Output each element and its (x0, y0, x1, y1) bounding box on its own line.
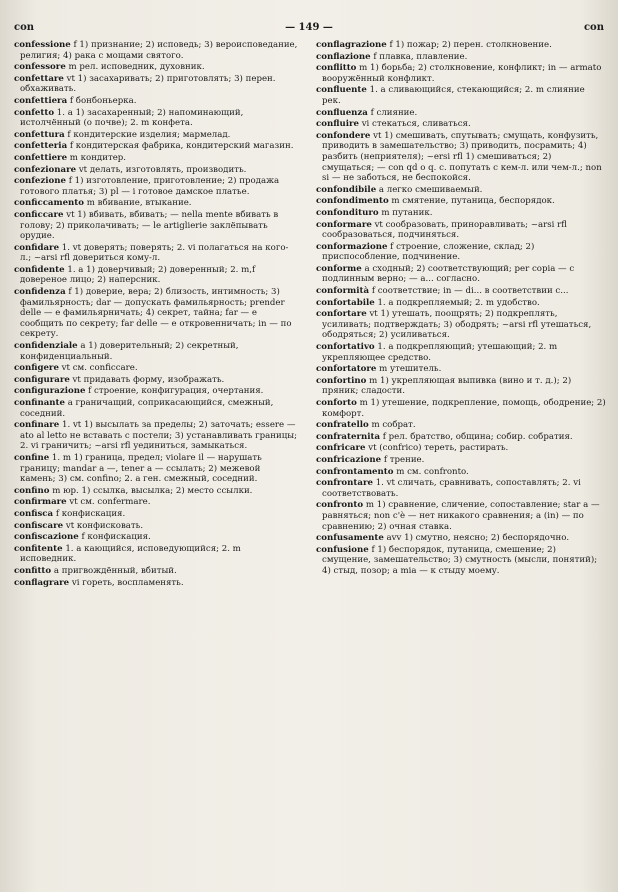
entry-definition: f 1) доверие, вера; 2) близость, интимность; 3) фамильярность; dar — допускать фамильярность; prender delle — e фамильярничать; 4) секрет, тайна; far — e сообщить по секрету; far delle — e откровенничать; in — по секрету. (20, 287, 292, 340)
entry-headword: confetteria (14, 141, 68, 152)
entry-definition: 1. m 1) граница, предел; violare il — нарушать границу; mandar a —, tener a — ссылать; 2) межевой камень; 3) см. confino; 2. a ген. смежный, соседний. (20, 452, 262, 485)
entry-definition: vi стекаться, сливаться. (361, 119, 471, 130)
dictionary-entry (316, 376, 606, 397)
entry-definition: 1. a 1) доверчивый; 2) доверенный; 2. m,f довереное лицо; 2) наперсник. (20, 264, 256, 286)
dictionary-entry (316, 500, 606, 532)
dictionary-entry (14, 363, 298, 374)
entry-definition: vt сообразовать, приноравливать; ~arsi rfl сообразоваться, подчиняться. (322, 219, 567, 241)
entry-headword: confortino (316, 375, 367, 386)
entry-headword: confortabile (316, 297, 375, 308)
dictionary-entry (316, 364, 606, 375)
entry-headword: confidenziale (14, 341, 78, 352)
entry-headword: confraternita (316, 431, 381, 442)
entry-headword: confettare (14, 73, 64, 84)
dictionary-entry (14, 532, 298, 543)
dictionary-entry (14, 165, 298, 176)
entry-headword: conflazione (316, 51, 371, 62)
entry-definition: f трение. (383, 454, 425, 465)
entry-headword: confitente (14, 543, 63, 554)
dictionary-entry (316, 63, 606, 84)
entry-headword: confidente (14, 264, 65, 275)
entry-headword: confidare (14, 242, 60, 253)
entry-definition: f конфискация. (81, 532, 151, 543)
dictionary-entry (14, 265, 298, 286)
dictionary-entry (14, 578, 298, 589)
dictionary-entry (316, 443, 606, 454)
entry-headword: confessione (14, 40, 71, 50)
dictionary-entry (316, 208, 606, 219)
entry-headword: conflitto (316, 63, 357, 74)
dictionary-entry (316, 467, 606, 478)
entry-headword: confezionare (14, 164, 77, 175)
entry-definition: f кондитерские изделия; мармелад. (67, 129, 231, 140)
entry-definition: f бонбоньерка. (69, 95, 137, 106)
entry-definition: 1. vt сличать, сравнивать, сопоставлять; 2. vi соответствовать. (322, 478, 581, 499)
dictionary-entry (316, 40, 606, 51)
entry-definition: m 1) укрепляющая выпивка (вино и т. д.); 2) пряник; сладости. (322, 375, 572, 397)
entry-definition: vt 1) вбивать, вбивать; — nella mente вбивать в голову; 2) приколачивать; — le artiglierie заклёпывать орудие. (20, 209, 279, 242)
page-header (14, 22, 604, 36)
dictionary-entry (316, 131, 606, 184)
entry-definition: f строение, конфигурация, очертания. (88, 386, 264, 397)
entry-definition: 1. a 1) засахаренный; 2) напоминающий, истолчённый (о почве); 2. m конфета. (20, 107, 244, 129)
entry-headword: confronto (316, 500, 364, 511)
entry-headword: configurare (14, 374, 70, 385)
dictionary-entry (14, 420, 298, 452)
entry-definition: m см. confronto. (396, 466, 469, 477)
entry-headword: conformare (316, 219, 372, 230)
entry-definition: f 1) изготовление, приготовление; 2) продажа готового платья; 3) pl — i готовое дамское платье. (20, 176, 280, 197)
running-head-left: con (14, 22, 35, 33)
entry-headword: conficcamento (14, 198, 85, 209)
dictionary-entry (316, 455, 606, 466)
entry-definition: 1. vt 1) высылать за пределы; 2) заточать; essere — ato al letto не вставать с постели; 3) устанавливать границы; 2. vi граничить; ~arsi rfl уединиться, замыкаться. (20, 420, 297, 452)
dictionary-entry (14, 521, 298, 532)
entry-headword: confitto (14, 565, 52, 576)
dictionary-entry (14, 386, 298, 397)
entry-definition: f плавка, плавление. (373, 51, 468, 62)
entry-definition: m 1) утешение, подкрепление, помощь, ободрение; 2) комфорт. (322, 398, 606, 419)
entry-headword: confondituro (316, 207, 379, 218)
entry-headword: configere (14, 363, 59, 374)
dictionary-entry (316, 220, 606, 241)
entry-headword: confiscare (14, 520, 64, 531)
entry-definition: m вбивание, втыкание. (86, 198, 192, 209)
entry-headword: confinante (14, 398, 65, 408)
entry-headword: confine (14, 452, 50, 463)
dictionary-entry (14, 210, 298, 242)
dictionary-entry (14, 287, 298, 340)
dictionary-entry (316, 286, 606, 297)
entry-headword: confondere (316, 130, 371, 141)
entry-headword: confluire (316, 119, 359, 130)
entry-headword: confrontamento (316, 466, 394, 477)
entry-headword: confrontare (316, 478, 373, 489)
dictionary-entry (316, 298, 606, 309)
entry-definition: 1. a кающийся, исповедующийся; 2. m исповедник. (20, 543, 241, 565)
entry-definition: a пригвождённый, вбитый. (53, 565, 177, 576)
dictionary-entry (14, 96, 298, 107)
dictionary-entry (14, 341, 298, 362)
running-head-right: con (583, 22, 604, 33)
entry-definition: a легко смешиваемый. (378, 184, 483, 195)
entry-headword: confortativo (316, 342, 375, 353)
dictionary-entry (316, 242, 606, 263)
entry-headword: conflagrazione (316, 40, 387, 50)
dictionary-entry (316, 108, 606, 119)
entry-definition: f 1) признание; 2) исповедь; 3) вероисповедание, религия; 4) рака с мощами святого. (20, 40, 298, 61)
entry-headword: confusamente (316, 533, 384, 544)
entry-headword: confettura (14, 129, 65, 140)
entry-definition: vt (confrico) тереть, растирать. (368, 443, 509, 454)
dictionary-entry (14, 153, 298, 164)
entry-definition: vt придавать форму, изображать. (72, 374, 225, 385)
dictionary-entry (14, 453, 298, 485)
entry-definition: vt делать, изготовлять, производить. (78, 164, 247, 175)
entry-headword: conficcare (14, 209, 64, 220)
entry-headword: confondibile (316, 184, 377, 195)
entry-headword: confinare (14, 420, 60, 431)
entry-headword: confirmare (14, 497, 67, 508)
left-column (14, 40, 298, 589)
entry-definition: f 1) беспорядок, путаница, смешение; 2) смущение, замешательство; 3) смутность (мысли, понятий); 4) стыд, позор; a mia — к стыду моему. (322, 544, 598, 576)
dictionary-entry (316, 545, 606, 577)
entry-definition: a сходный; 2) соответствующий; per copia — с подлинным верно; — a... согласно. (322, 263, 575, 285)
entry-headword: confettiere (14, 152, 68, 163)
dictionary-entry (14, 243, 298, 264)
page-number: — 149 — (285, 22, 333, 33)
dictionary-entry (316, 478, 606, 499)
entry-definition: a 1) доверительный; 2) секретный, конфиденциальный. (20, 341, 239, 362)
entry-definition: vt см. confermare. (69, 497, 151, 508)
entry-headword: confetto (14, 107, 55, 118)
entry-definition: 1. a подкрепляемый; 2. m удобство. (377, 297, 540, 308)
entry-headword: confusione (316, 544, 369, 555)
dictionary-entry (14, 509, 298, 520)
entry-headword: confluenza (316, 107, 368, 118)
entry-headword: confiscazione (14, 532, 79, 543)
entry-headword: confratello (316, 420, 369, 431)
entry-headword: conflagrare (14, 577, 70, 588)
entry-definition: m собрат. (371, 420, 416, 431)
entry-headword: conformità (316, 286, 370, 297)
entry-definition: f соответствие; in — di... в соответствии с... (371, 286, 569, 297)
entry-definition: m рел. исповедник, духовник. (68, 62, 205, 73)
dictionary-entry (14, 566, 298, 577)
dictionary-entry (14, 486, 298, 497)
dictionary-entry (316, 119, 606, 130)
entry-definition: f слияние. (370, 107, 418, 118)
entry-headword: conforto (316, 398, 357, 408)
entry-definition: m юр. 1) ссылка, высылка; 2) место ссылки. (52, 485, 253, 496)
entry-headword: confluente (316, 85, 367, 96)
entry-definition: vt конфисковать. (65, 520, 144, 531)
entry-definition: 1. a подкрепляющий; утешающий; 2. m укрепляющее средство. (322, 342, 558, 363)
entry-definition: vt 1) засахаривать; 2) приготовлять; 3) перен. обхаживать. (20, 73, 276, 95)
dictionary-entry (316, 264, 606, 285)
entry-definition: vt 1) утешать, поощрять; 2) подкреплять, усиливать; подтверждать; 3) ободрять; ~arsi rfl утешаться, ободряться; 2) усиливаться. (322, 309, 592, 341)
entry-definition: f строение, сложение, склад; 2) приспособление, подчинение. (322, 241, 535, 263)
entry-definition: f 1) пожар; 2) перен. столкновение. (389, 40, 552, 50)
entry-definition: f конфискация. (55, 508, 126, 519)
entry-headword: confino (14, 485, 50, 496)
entry-definition: avv 1) смутно, неясно; 2) беспорядочно. (386, 533, 570, 544)
dictionary-entry (316, 52, 606, 63)
entry-headword: conformazione (316, 241, 388, 252)
dictionary-entry (14, 176, 298, 197)
dictionary-entry (14, 141, 298, 152)
entry-headword: confricare (316, 443, 366, 454)
dictionary-entry (316, 533, 606, 544)
entry-headword: confondimento (316, 196, 389, 207)
entry-headword: confisca (14, 508, 54, 519)
entry-definition: f рел. братство, община; собир. собратия. (382, 431, 573, 442)
right-column (316, 40, 606, 578)
dictionary-entry (14, 198, 298, 209)
entry-headword: confezione (14, 176, 66, 187)
entry-headword: confortare (316, 309, 367, 320)
entry-definition: m 1) борьба; 2) столкновение, конфликт; in — armato вооружённый конфликт. (322, 63, 602, 84)
entry-definition: m 1) сравнение, сличение, сопоставление; star a — равняться; non c'è — нет никакого сравнения; a (in) — по сравнению; 2) очная ставка. (322, 500, 600, 532)
dictionary-entry (14, 375, 298, 386)
entry-definition: a граничащий, соприкасающийся, смежный, соседний. (20, 398, 274, 419)
entry-definition: 1. a сливающийся, стекающийся; 2. m слияние рек. (322, 85, 585, 106)
dictionary-entry (316, 398, 606, 419)
dictionary-entry (316, 309, 606, 341)
entry-headword: configurazione (14, 386, 86, 397)
entry-headword: confettiera (14, 95, 68, 106)
entry-definition: 1. vt доверять; поверять; 2. vi полагаться на кого-л.; ~arsi rfl довериться кому-л. (20, 242, 289, 264)
dictionary-entry (316, 420, 606, 431)
dictionary-entry (316, 432, 606, 443)
entry-headword: confessore (14, 62, 66, 73)
entry-definition: m кондитер. (69, 152, 127, 163)
entry-definition: m смятение, путаница, беспорядок. (391, 196, 555, 207)
entry-definition: vi гореть, воспламенять. (71, 577, 184, 588)
dictionary-entry (316, 196, 606, 207)
dictionary-entry (316, 185, 606, 196)
entry-definition: vt 1) смешивать, спутывать; смущать, конфузить, приводить в замешательство; 3) приводить, посрамить; 4) разбить (неприятеля); ~ersi rfl 1) смешиваться; 2) смущаться; — con qd o q. c. попутать с кем-л. или чем-л.; non si — не заботься, не беспокойся. (322, 130, 602, 184)
entry-definition: f кондитерская фабрика, кондитерский магазин. (69, 141, 294, 152)
entry-definition: m путаник. (381, 207, 433, 218)
entry-headword: confidenza (14, 287, 66, 298)
dictionary-entry (14, 497, 298, 508)
entry-headword: conforme (316, 263, 362, 274)
dictionary-entry (316, 342, 606, 363)
dictionary-entry (14, 62, 298, 73)
entry-definition: m утешитель. (379, 364, 442, 375)
dictionary-entry (14, 40, 298, 61)
entry-headword: confortatore (316, 364, 377, 375)
dictionary-entry (14, 130, 298, 141)
entry-headword: confricazione (316, 454, 382, 465)
dictionary-entry (14, 74, 298, 95)
dictionary-entry (316, 85, 606, 106)
entry-definition: vt см. conficcare. (61, 363, 138, 374)
dictionary-entry (14, 398, 298, 419)
dictionary-entry (14, 108, 298, 129)
dictionary-entry (14, 544, 298, 565)
